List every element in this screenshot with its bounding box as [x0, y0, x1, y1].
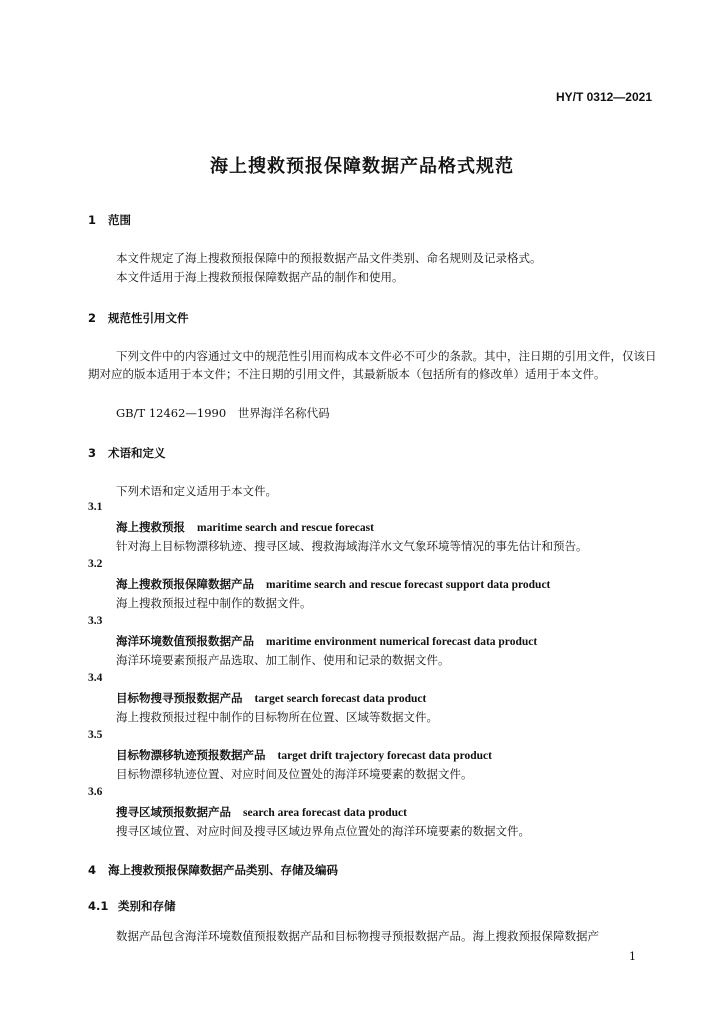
term-name-zh: 海洋环境数值预报数据产品	[116, 634, 254, 648]
term-name-zh: 海上搜救预报	[116, 520, 185, 534]
term-name	[116, 519, 374, 535]
paragraph: 下列术语和定义适用于本文件。	[116, 484, 277, 498]
term-name	[116, 576, 550, 592]
section-3-heading	[88, 445, 166, 461]
paragraph: 数据产品包含海洋环境数值预报数据产品和目标物搜寻预报数据产品。海上搜救预报保障数据产	[116, 929, 599, 943]
term-number: 3.4	[88, 672, 103, 684]
page-title: 海上搜救预报保障数据产品格式规范	[210, 156, 514, 177]
term-name-en: maritime search and rescue forecast	[197, 522, 374, 534]
section-number: 2	[88, 311, 97, 325]
term-name	[116, 747, 492, 763]
term-number: 3.5	[88, 729, 103, 741]
subsection-4-1-heading	[88, 898, 176, 914]
section-title: 术语和定义	[108, 446, 166, 460]
term-number: 3.3	[88, 615, 103, 627]
term-name-zh: 搜寻区域预报数据产品	[116, 805, 231, 819]
term-definition: 针对海上目标物漂移轨迹、搜寻区域、搜救海域海洋水文气象环境等情况的事先估计和预告。	[116, 539, 588, 553]
section-title: 海上搜救预报保障数据产品类别、存储及编码	[108, 863, 338, 877]
term-name-en: target drift trajectory forecast data product	[277, 750, 492, 762]
term-name-zh: 目标物搜寻预报数据产品	[116, 691, 243, 705]
term-name-zh: 海上搜救预报保障数据产品	[116, 577, 254, 591]
page-number: 1	[629, 950, 636, 963]
term-number: 3.1	[88, 501, 103, 513]
term-name	[116, 633, 537, 649]
section-number: 3	[88, 446, 97, 460]
section-number: 4	[88, 863, 97, 877]
paragraph: 本文件规定了海上搜救预报保障中的预报数据产品文件类别、命名规则及记录格式。	[116, 251, 542, 265]
section-title: 规范性引用文件	[108, 311, 189, 325]
term-name-en: target search forecast data product	[254, 693, 427, 705]
section-4-heading	[88, 862, 338, 878]
term-name-zh: 目标物漂移轨迹预报数据产品	[116, 748, 266, 762]
term-definition: 海上搜救预报过程中制作的数据文件。	[116, 596, 312, 610]
term-definition: 搜寻区域位置、对应时间及搜寻区域边界角点位置处的海洋环境要素的数据文件。	[116, 824, 530, 838]
term-name-en: maritime search and rescue forecast support data product	[266, 579, 551, 591]
subsection-title: 类别和存储	[118, 899, 176, 913]
term-name-en: search area forecast data product	[243, 807, 407, 819]
term-definition: 目标物漂移轨迹位置、对应时间及位置处的海洋环境要素的数据文件。	[116, 767, 473, 781]
term-name	[116, 804, 407, 820]
subsection-number: 4.1	[88, 899, 109, 913]
term-number: 3.6	[88, 786, 103, 798]
section-title: 范围	[108, 213, 131, 227]
term-number: 3.2	[88, 558, 103, 570]
reference-item: GB/T 12462—1990 世界海洋名称代码	[116, 406, 330, 420]
paragraph: 本文件适用于海上搜救预报保障数据产品的制作和使用。	[116, 270, 404, 284]
standard-code: HY/T 0312—2021	[555, 90, 652, 104]
term-name	[116, 690, 426, 706]
term-definition: 海洋环境要素预报产品选取、加工制作、使用和记录的数据文件。	[116, 653, 450, 667]
section-number: 1	[88, 213, 97, 227]
term-definition: 海上搜救预报过程中制作的目标物所在位置、区域等数据文件。	[116, 710, 438, 724]
term-name-en: maritime environment numerical forecast data product	[266, 636, 538, 648]
section-1-heading	[88, 212, 131, 228]
paragraph: 下列文件中的内容通过文中的规范性引用而构成本文件必不可少的条款。其中，注日期的引用文件，仅该日期对应的版本适用于本文件；不注日期的引用文件，其最新版本（包括所有的修改单）适用于本文件。	[88, 349, 657, 381]
section-2-heading	[88, 310, 189, 326]
